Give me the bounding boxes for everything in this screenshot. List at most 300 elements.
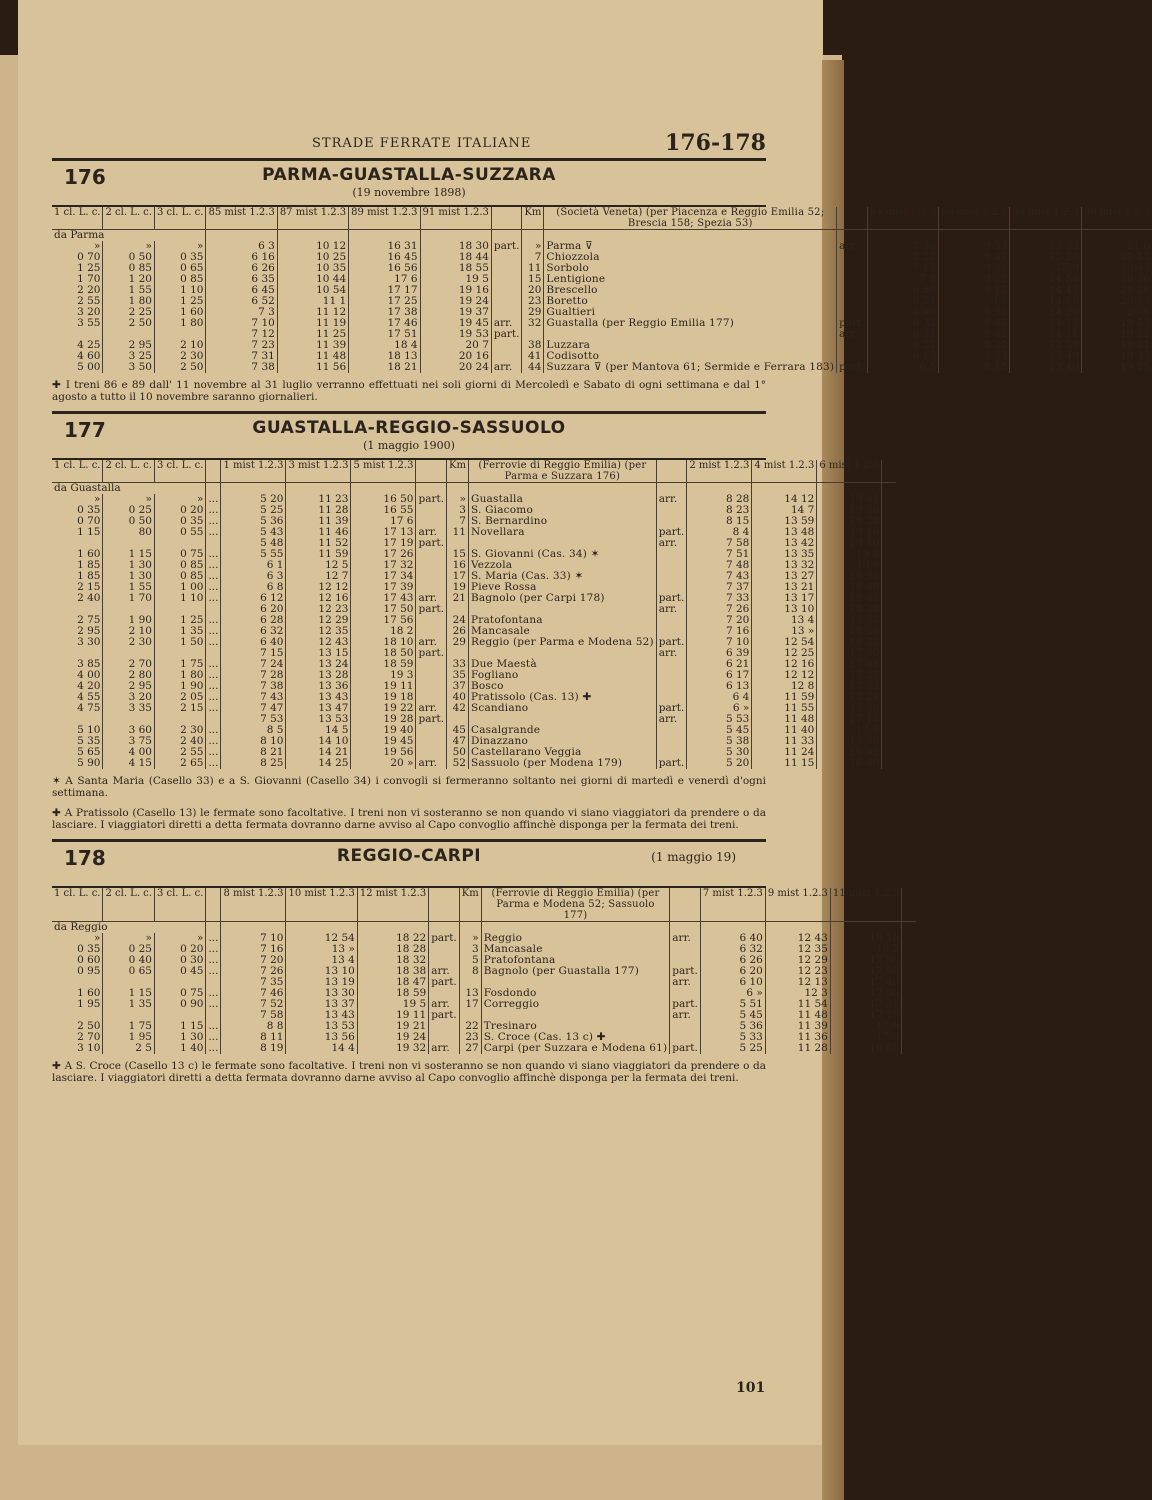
table-cell: 13 24 (286, 659, 351, 670)
table-cell: 7 10 7 12 (206, 318, 277, 340)
arr-dep-header (670, 888, 701, 922)
table-cell (656, 560, 687, 571)
table-cell: 17 17 (349, 285, 420, 296)
table-row (52, 527, 896, 549)
table-cell: 5 33 (700, 1032, 765, 1043)
table-cell: ... (206, 494, 221, 505)
table-cell: 12 12 (752, 670, 817, 681)
table-cell: 6 26 (700, 955, 765, 966)
table-cell: 13 47 13 53 (286, 703, 351, 725)
table-cell: part. arr. (656, 527, 687, 549)
table-cell: 8 23 (939, 351, 1010, 362)
table-cell: 4 55 (77, 691, 101, 703)
table-cell: 14 7 (752, 505, 817, 516)
train-header (206, 888, 221, 922)
station-name: Reggio (per Parma e Modena 52) (468, 637, 656, 659)
table-cell: ... (206, 681, 221, 692)
table-cell: 1 10 (154, 593, 205, 615)
table-row (52, 966, 916, 988)
table-cell (491, 296, 522, 307)
table-cell: 17 41 (817, 659, 882, 670)
table-cell: 13 21 (752, 582, 817, 593)
table-cell: 18 59 (351, 659, 416, 670)
table-cell: 11 28 (286, 505, 351, 516)
table-cell: 19 16 19 10 (817, 527, 882, 549)
table-cell: ... (206, 955, 221, 966)
distance-header: Km (522, 207, 544, 230)
table-cell: 2 10 (103, 626, 154, 637)
table-cell: 19 41 (1081, 340, 1152, 351)
table-cell: 7 38 (206, 362, 277, 373)
table-cell: 6 5 (867, 362, 938, 373)
station-name: Reggio (481, 933, 670, 944)
table-cell: 16 (447, 560, 469, 571)
table-cell (837, 263, 868, 274)
table-cell: 16 49 (817, 747, 882, 758)
table-cell: 16 58 (817, 736, 882, 747)
table-cell: 7 26 7 35 (221, 966, 286, 988)
station-header: (Società Veneta) (per Piacenza e Reggio Emilia 52; Brescia 158; Spezia 53) (544, 207, 837, 230)
table-cell: 19 56 (351, 747, 416, 758)
table-cell: ... (206, 505, 221, 516)
table-cell: » (94, 240, 101, 252)
table-cell: 44 (522, 362, 544, 373)
table-cell: 13 4 (752, 615, 817, 626)
table-cell: 6 52 (206, 296, 277, 307)
table-cell: 11 59 (286, 549, 351, 560)
table-row (52, 1043, 916, 1054)
table-cell: 2 5 (103, 1043, 154, 1054)
table-cell: 18 38 18 47 (357, 966, 428, 988)
table-cell: 11 59 (752, 692, 817, 703)
table-cell: 7 (447, 516, 469, 527)
table-cell: 19 5 (420, 274, 491, 285)
table-cell: ... (882, 527, 897, 549)
table-cell: 17 6 (351, 516, 416, 527)
table-cell: 13 37 13 43 (286, 999, 357, 1021)
station-name: Pratofontana (481, 955, 670, 966)
table-cell: 8 53 (939, 307, 1010, 318)
station-name: Parma ⊽ (544, 241, 837, 252)
table-cell: 2 80 (103, 670, 154, 681)
station-name: Suzzara ⊽ (per Mantova 61; Sermide e Ferrara 183) (544, 362, 837, 373)
table-cell: 3 (447, 505, 469, 516)
table-cell: 9 41 (939, 252, 1010, 263)
table-cell: 10 12 (277, 241, 348, 252)
table-cell: 7 33 7 26 (687, 593, 752, 615)
price-header: 2 cl. L. c. (103, 888, 154, 922)
table-cell: 18 2 (830, 944, 901, 955)
table-cell: 0 20 (154, 944, 205, 955)
train-header: 90 mist 1.2.3 (1081, 207, 1152, 230)
table-cell: ... (206, 615, 221, 626)
table-cell: 7 27 (867, 252, 938, 263)
table-cell: 17 56 (351, 615, 416, 626)
table-cell: 5 25 (221, 505, 286, 516)
table-cell: ... (882, 615, 897, 626)
table-cell: 0 60 (77, 954, 101, 966)
table-cell: 1 95 (103, 1032, 154, 1043)
table-cell: 19 41 (817, 494, 882, 505)
table-cell: 13 40 (1010, 362, 1081, 373)
table-cell: 17 13 17 19 (351, 527, 416, 549)
price-header: 2 cl. L. c. (103, 207, 154, 230)
table-cell: 19 11 (351, 681, 416, 692)
distance-header: Km (447, 460, 469, 483)
table-cell: 1 75 (103, 1021, 154, 1032)
section-title: GUASTALLA-REGGIO-SASSUOLO (252, 418, 566, 438)
running-range: 176-178 (665, 130, 766, 156)
train-header: 11 mist 1.2.3 (830, 888, 901, 922)
table-cell: 8 5 (221, 725, 286, 736)
table-cell: 6 40 (867, 307, 938, 318)
table-cell: 15 (447, 549, 469, 560)
table-cell: 40 (447, 692, 469, 703)
table-cell: 12 16 12 23 (286, 593, 351, 615)
arr-dep-header (429, 888, 460, 922)
table-cell: 1 20 (103, 274, 154, 285)
table-cell: 9 22 (939, 274, 1010, 285)
table-cell: 12 35 (765, 944, 830, 955)
price-header: 3 cl. L. c. (154, 207, 205, 230)
table-cell: 5 43 5 48 (221, 527, 286, 549)
table-cell: 6 3 (221, 571, 286, 582)
table-cell: 11 15 (752, 758, 817, 769)
train-header: 3 mist 1.2.3 (286, 460, 351, 483)
table-cell: 4 25 (77, 339, 101, 351)
table-cell: 1 50 (154, 637, 205, 659)
table-cell: ... (206, 988, 221, 999)
table-cell (656, 571, 687, 582)
table-cell: ... (882, 681, 897, 692)
table-cell: 6 20 6 10 (700, 966, 765, 988)
table-cell: arr. (656, 494, 687, 505)
table-row (52, 758, 896, 769)
table-cell: 5 36 (700, 1021, 765, 1032)
table-cell: ... (206, 758, 221, 769)
table-cell: part. arr. (670, 966, 701, 988)
table-cell: 11 (447, 527, 469, 549)
table-cell: 17 50 17 40 (830, 966, 901, 988)
table-cell: 6 13 (687, 681, 752, 692)
table-cell: 11 23 (286, 494, 351, 505)
table-cell: 18 44 (420, 252, 491, 263)
table-cell: 20 6 (1081, 307, 1152, 318)
station-name: Gualtieri (544, 307, 837, 318)
table-cell: ... (206, 516, 221, 527)
table-cell: 1 95 (77, 998, 101, 1010)
table-cell (491, 263, 522, 274)
table-cell: 20 18 (1081, 296, 1152, 307)
table-cell: ... (882, 494, 897, 505)
table-cell: ... (206, 626, 221, 637)
section-header (52, 842, 766, 886)
table-cell: 17 25 (349, 296, 420, 307)
table-cell: 17 6 (830, 1021, 901, 1032)
station-name: Mancasale (468, 626, 656, 637)
table-cell: part. (416, 494, 447, 505)
price-header: 2 cl. L. c. (103, 460, 154, 483)
table-cell: ... (206, 747, 221, 758)
train-header: 87 mist 1.2.3 (277, 207, 348, 230)
table-cell: ... (882, 703, 897, 725)
timetable-table (52, 888, 916, 1054)
table-cell: 33 (447, 659, 469, 670)
table-cell: » (154, 494, 205, 505)
table-cell: 14 12 (752, 494, 817, 505)
table-cell: 1 15 (77, 526, 101, 538)
table-cell: 1 15 (154, 1021, 205, 1032)
table-cell: 5 00 (77, 361, 101, 373)
table-cell: 11 12 (277, 307, 348, 318)
table-cell: 26 (447, 626, 469, 637)
table-cell: » (94, 493, 101, 505)
table-cell: 12 54 (286, 933, 357, 944)
table-cell: 13 35 (752, 549, 817, 560)
table-cell: 13 43 (286, 692, 351, 703)
table-cell: 7 24 (221, 659, 286, 670)
timetable-table (52, 207, 1152, 373)
table-cell: 0 20 (154, 505, 205, 516)
section-number: 176 (64, 165, 106, 189)
table-cell: 19 18 (351, 692, 416, 703)
table-cell: 0 75 (154, 549, 205, 560)
table-cell: 15 33 (1010, 241, 1081, 252)
table-cell: 0 30 (154, 955, 205, 966)
table-cell: 8 15 (939, 362, 1010, 373)
table-cell: 5 20 (221, 494, 286, 505)
table-cell: 1 80 (154, 318, 205, 340)
table-cell: 5 25 (700, 1043, 765, 1054)
table-cell: 1 60 (77, 987, 101, 999)
table-cell: 19 28 (817, 516, 882, 527)
table-cell: part. arr. (656, 703, 687, 725)
table-cell: 13 36 (286, 681, 351, 692)
table-cell: 9 53 (939, 241, 1010, 252)
station-name: S. Maria (Cas. 33) ✶ (468, 571, 656, 582)
table-cell: 19 5 19 11 (357, 999, 428, 1021)
table-cell: 11 39 (286, 516, 351, 527)
table-cell: part. (491, 241, 522, 252)
table-cell: 1 90 (154, 681, 205, 692)
table-cell: part. arr. (656, 593, 687, 615)
table-cell: ... (882, 637, 897, 659)
table-cell: 6 32 6 31 (867, 318, 938, 340)
table-cell: ... (206, 571, 221, 582)
table-cell (416, 725, 447, 736)
table-cell: 19 33 (1081, 351, 1152, 362)
table-cell: 0 70 (77, 515, 101, 527)
table-cell: » (103, 933, 154, 944)
table-cell (656, 670, 687, 681)
table-cell: 8 23 (687, 505, 752, 516)
table-cell: arr. part. (416, 703, 447, 725)
table-cell: 10 44 (277, 274, 348, 285)
table-cell (416, 736, 447, 747)
table-cell: 13 » (286, 944, 357, 955)
table-cell: 17 38 (349, 307, 420, 318)
table-cell: 7 38 (221, 681, 286, 692)
page-content (52, 70, 1151, 1092)
table-cell: 12 54 12 25 (752, 637, 817, 659)
station-name: Mancasale (481, 944, 670, 955)
table-cell: 6 26 (206, 263, 277, 274)
table-cell: 1 00 (154, 582, 205, 593)
station-name: Chiozzola (544, 252, 837, 263)
station-name: Sassuolo (per Modena 179) (468, 758, 656, 769)
table-cell: 11 54 11 48 (765, 999, 830, 1021)
table-cell (491, 274, 522, 285)
table-cell: 2 05 (154, 692, 205, 703)
station-name: Tresinaro (481, 1021, 670, 1032)
table-cell: ... (206, 703, 221, 725)
table-cell: 16 40 (817, 758, 882, 769)
table-cell: ... (206, 1043, 221, 1054)
table-cell: 7 (522, 252, 544, 263)
table-cell: 2 50 (103, 318, 154, 340)
table-cell: ... (206, 637, 221, 659)
table-cell: 20 26 (1081, 285, 1152, 296)
table-cell: 14 21 (286, 747, 351, 758)
table-cell (656, 505, 687, 516)
table-cell: 10 25 (277, 252, 348, 263)
table-cell: 3 30 (77, 636, 101, 648)
table-cell: 14 10 (286, 736, 351, 747)
train-header: 8 mist 1.2.3 (221, 888, 286, 922)
section-number: 178 (64, 846, 106, 870)
station-name: Lentigione (544, 274, 837, 285)
table-cell: 13 49 (1010, 351, 1081, 362)
table-cell: ... (882, 725, 897, 736)
table-cell: part. (429, 933, 460, 944)
table-cell: ... (882, 571, 897, 582)
table-cell: 8 8 (221, 1021, 286, 1032)
table-cell: 11 28 (765, 1043, 830, 1054)
table-cell: ... (206, 593, 221, 615)
arr-dep-header (837, 207, 868, 230)
table-cell: 7 28 (221, 670, 286, 681)
table-cell: 12 5 (286, 560, 351, 571)
table-cell: part. arr. (837, 318, 868, 340)
table-cell: 20 24 (420, 362, 491, 373)
table-cell: arr. part. (416, 593, 447, 615)
table-cell: 20 55 (1081, 252, 1152, 263)
station-header: (Ferrovie di Reggio Emilia) (per Parma e Suzzara 176) (468, 460, 656, 483)
origin-label: da Guastalla (54, 482, 121, 494)
timetable-177 (52, 414, 895, 831)
table-cell: 0 85 (154, 571, 205, 582)
table-cell: 8 10 (221, 736, 286, 747)
origin-label: da Parma (54, 229, 105, 241)
table-cell: 7 46 (221, 988, 286, 999)
table-cell: 2 95 (103, 681, 154, 692)
table-cell: 19 24 (357, 1032, 428, 1043)
table-cell: part. (837, 362, 868, 373)
table-cell: 7 43 (221, 692, 286, 703)
table-cell (416, 670, 447, 681)
table-cell: 32 (522, 318, 544, 340)
table-cell: ... (882, 626, 897, 637)
table-cell (837, 340, 868, 351)
station-name: Pratofontana (468, 615, 656, 626)
table-cell: 0 45 (154, 966, 205, 988)
table-cell: 5 36 (221, 516, 286, 527)
table-cell: » (154, 241, 205, 252)
table-cell: 2 65 (154, 758, 205, 769)
table-cell: 1 80 (103, 296, 154, 307)
table-cell: 27 (459, 1043, 481, 1054)
table-cell: 5 51 5 45 (700, 999, 765, 1021)
table-cell: 21 6 (1081, 241, 1152, 252)
table-cell: 6 12 6 20 (221, 593, 286, 615)
table-row (52, 703, 896, 725)
table-cell: ... (206, 527, 221, 549)
table-cell: » (459, 933, 481, 944)
table-cell: 17 33 (817, 681, 882, 692)
table-cell: 7 48 (687, 560, 752, 571)
table-cell: arr. (416, 758, 447, 769)
table-cell (416, 549, 447, 560)
table-cell: 0 35 (154, 252, 205, 263)
table-cell: 6 45 (206, 285, 277, 296)
table-cell: 6 58 (867, 285, 938, 296)
train-header: 7 mist 1.2.3 (700, 888, 765, 922)
table-cell: 19 (447, 582, 469, 593)
table-cell: 19 3 (351, 670, 416, 681)
table-cell: 15 (522, 274, 544, 285)
table-cell: 11 40 (752, 725, 817, 736)
table-cell (416, 681, 447, 692)
table-cell: ... (882, 593, 897, 615)
table-cell: ... (206, 1032, 221, 1043)
table-cell: 2 20 (77, 284, 101, 296)
table-cell: 2 50 (154, 362, 205, 373)
table-cell: 10 54 (277, 285, 348, 296)
table-cell: 6 » (700, 988, 765, 999)
table-cell: ... (902, 1043, 917, 1054)
table-cell: 17 21 17 15 (830, 999, 901, 1021)
table-cell: 7 10 (221, 933, 286, 944)
table-cell: 0 75 (154, 988, 205, 999)
table-cell (656, 659, 687, 670)
table-cell (416, 659, 447, 670)
table-cell: 17 43 17 50 (351, 593, 416, 615)
table-cell: 18 4 (349, 340, 420, 351)
table-cell: 17 24 (817, 692, 882, 703)
table-cell: 18 2 (351, 626, 416, 637)
table-cell: 13 56 (286, 1032, 357, 1043)
table-cell: ... (206, 582, 221, 593)
table-cell (416, 571, 447, 582)
table-cell (670, 944, 701, 955)
table-cell: 2 30 (154, 351, 205, 362)
table-cell: 7 31 (206, 351, 277, 362)
table-cell: 3 (459, 944, 481, 955)
footnote: ✚ A Pratissolo (Casello 13) le fermate sono facoltative. I treni non vi sosteranno se non quando vi siano viaggiatori da prendere o da lasciare. I viaggiatori diretti a detta fermata dovranno darne avviso al Capo convoglio affinchè disponga per la fermata dei treni. (52, 807, 766, 831)
table-cell: 3 20 (77, 306, 101, 318)
station-name: Brescello (544, 285, 837, 296)
table-row (52, 285, 1152, 296)
table-cell: 5 45 (687, 725, 752, 736)
table-cell: arr. (429, 1043, 460, 1054)
table-cell: 6 13 (867, 351, 938, 362)
table-cell: » (94, 932, 101, 944)
table-cell: 13 27 (752, 571, 817, 582)
table-cell: 5 10 (77, 724, 101, 736)
table-cell: 18 55 (420, 263, 491, 274)
station-name: Pieve Rossa (468, 582, 656, 593)
table-cell: 19 25 (1081, 362, 1152, 373)
